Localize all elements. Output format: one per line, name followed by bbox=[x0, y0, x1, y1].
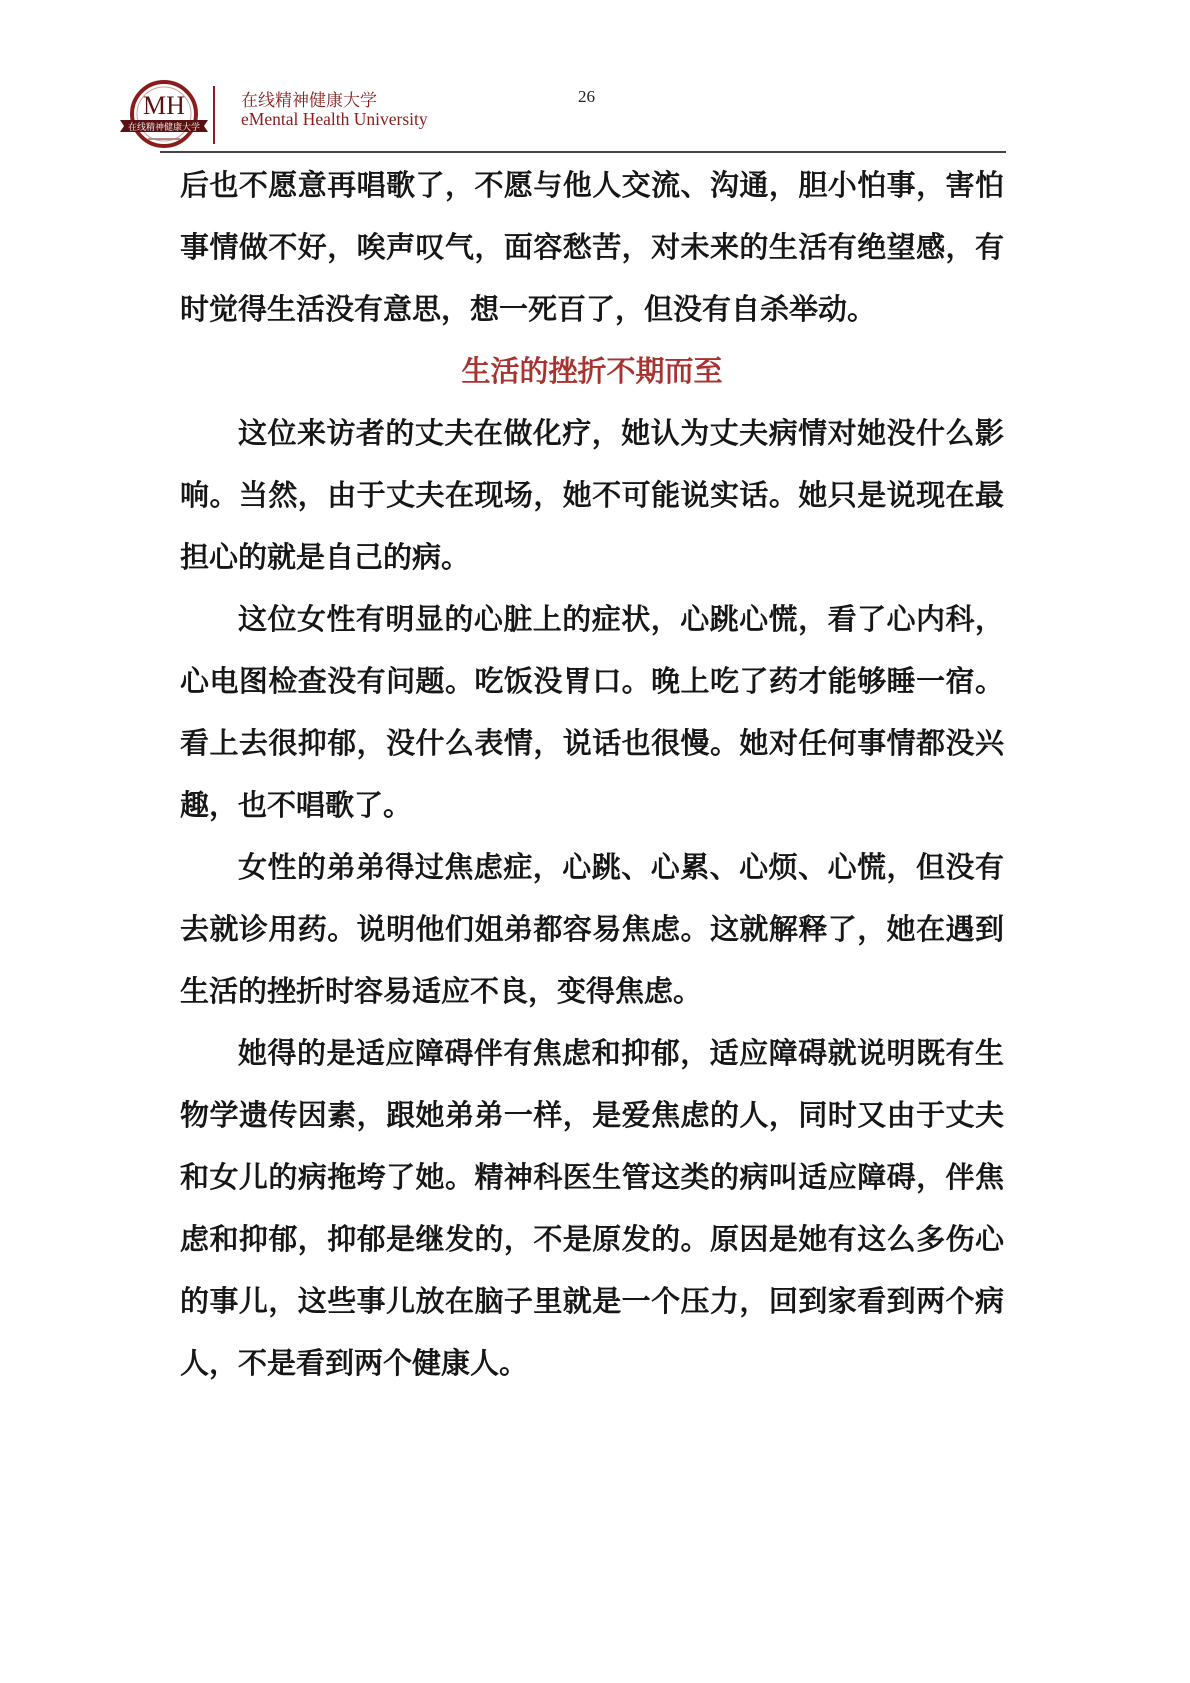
page-number: 26 bbox=[578, 87, 595, 106]
paragraph: 女性的弟弟得过焦虑症，心跳、心累、心烦、心慌，但没有去就诊用药。说明他们姐弟都容易焦虑。这就解释了，她在遇到生活的挫折时容易适应不良，变得焦虑。 bbox=[180, 850, 1004, 1008]
university-seal-logo bbox=[118, 80, 210, 152]
page-body bbox=[180, 154, 1004, 1394]
header-rule bbox=[160, 151, 1006, 153]
page-header bbox=[0, 0, 1190, 152]
logo-caption-line bbox=[148, 138, 180, 140]
paragraph: 这位女性有明显的心脏上的症状，心跳心慌，看了心内科，心电图检查没有问题。吃饭没胃口。晚上吃了药才能够睡一宿。看上去很抑郁，没什么表情，说话也很慢。她对任何事情都没兴趣，也不唱歌了。 bbox=[180, 602, 1004, 822]
logo-ribbon-text: 在线精神健康大学 bbox=[127, 123, 201, 133]
logo-initials: MH bbox=[143, 91, 185, 120]
paragraph-continued: 后也不愿意再唱歌了，不愿与他人交流、沟通，胆小怕事，害怕事情做不好，唉声叹气，面容愁苦，对未来的生活有绝望感，有时觉得生活没有意思，想一死百了，但没有自杀举动。 bbox=[180, 168, 1004, 326]
brand-name-english: eMental Health University bbox=[241, 109, 428, 129]
header-divider bbox=[213, 86, 215, 144]
section-heading: 生活的挫折不期而至 bbox=[461, 354, 723, 388]
paragraph: 这位来访者的丈夫在做化疗，她认为丈夫病情对她没什么影响。当然，由于丈夫在现场，她不可能说实话。她只是说现在最担心的就是自己的病。 bbox=[180, 416, 1004, 574]
brand-name-chinese: 在线精神健康大学 bbox=[241, 91, 377, 111]
paragraph: 她得的是适应障碍伴有焦虑和抑郁，适应障碍就说明既有生物学遗传因素，跟她弟弟一样，是爱焦虑的人，同时又由于丈夫和女儿的病拖垮了她。精神科医生管这类的病叫适应障碍，伴焦虑和抑郁，抑郁是继发的，不是原发的。原因是她有这么多伤心的事儿，这些事儿放在脑子里就是一个压力，回到家看到两个病人，不是看到两个健康人。 bbox=[180, 1036, 1004, 1380]
